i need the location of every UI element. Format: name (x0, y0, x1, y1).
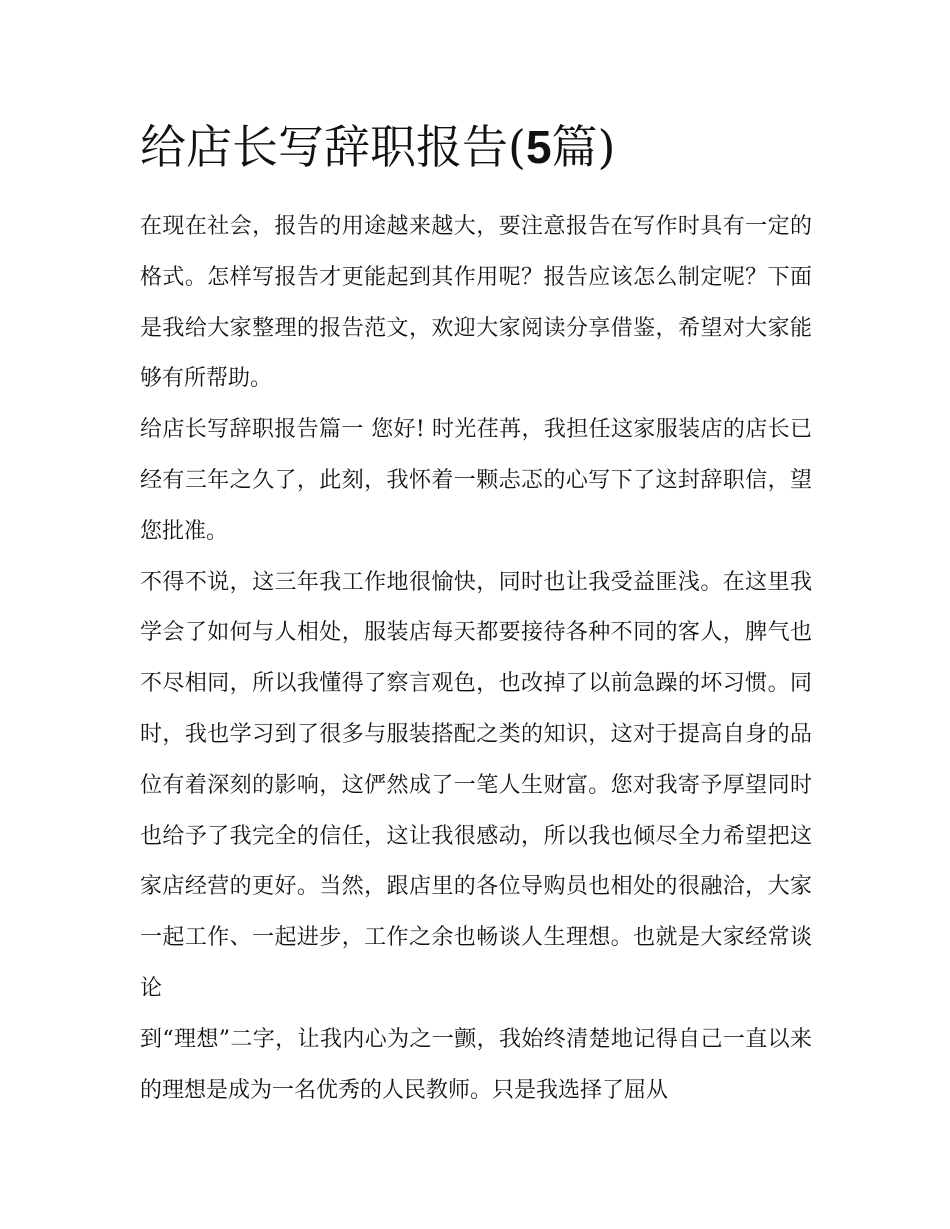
title-text-main: 给店长写辞职报告( (140, 120, 526, 174)
document-body (140, 202, 812, 1116)
title-text-end: 篇) (551, 120, 616, 174)
page-title (140, 112, 812, 182)
paragraph-experience: 不得不说，这三年我工作地很愉快，同时也让我受益匪浅。在这里我学会了如何与人相处，服装店每天都要接待各种不同的客人，脾气也不尽相同，所以我懂得了察言观色，也改掉了以前急躁的坏习惯。同时，我也学习到了很多与服装搭配之类的知识，这对于提高自身的品位有着深刻的影响，这俨然成了一笔人生财富。您对我寄予厚望同时也给予了我完全的信任，这让我很感动，所以我也倾尽全力希望把这家店经营的更好。当然，跟店里的各位导购员也相处的很融洽，大家一起工作、一起进步，工作之余也畅谈人生理想。也就是大家经常谈论 (140, 569, 812, 1001)
paragraph-intro: 在现在社会，报告的用途越来越大，要注意报告在写作时具有一定的格式。怎样写报告才更能起到其作用呢？报告应该怎么制定呢？下面是我给大家整理的报告范文，欢迎大家阅读分享借鉴，希望对大家能够有所帮助。 (140, 214, 812, 392)
title-number: 5 (525, 121, 552, 173)
paragraph-letter-opening: 给店长写辞职报告篇一 您好! 时光荏苒，我担任这家服装店的店长已经有三年之久了，此刻，我怀着一颗忐忑的心写下了这封辞职信，望您批准。 (140, 417, 812, 544)
document-content (140, 112, 812, 1116)
paragraph-ideal: 到“理想”二字，让我内心为之一颤，我始终清楚地记得自己一直以来的理想是成为一名优秀的人民教师。只是我选择了屈从 (140, 1026, 812, 1103)
